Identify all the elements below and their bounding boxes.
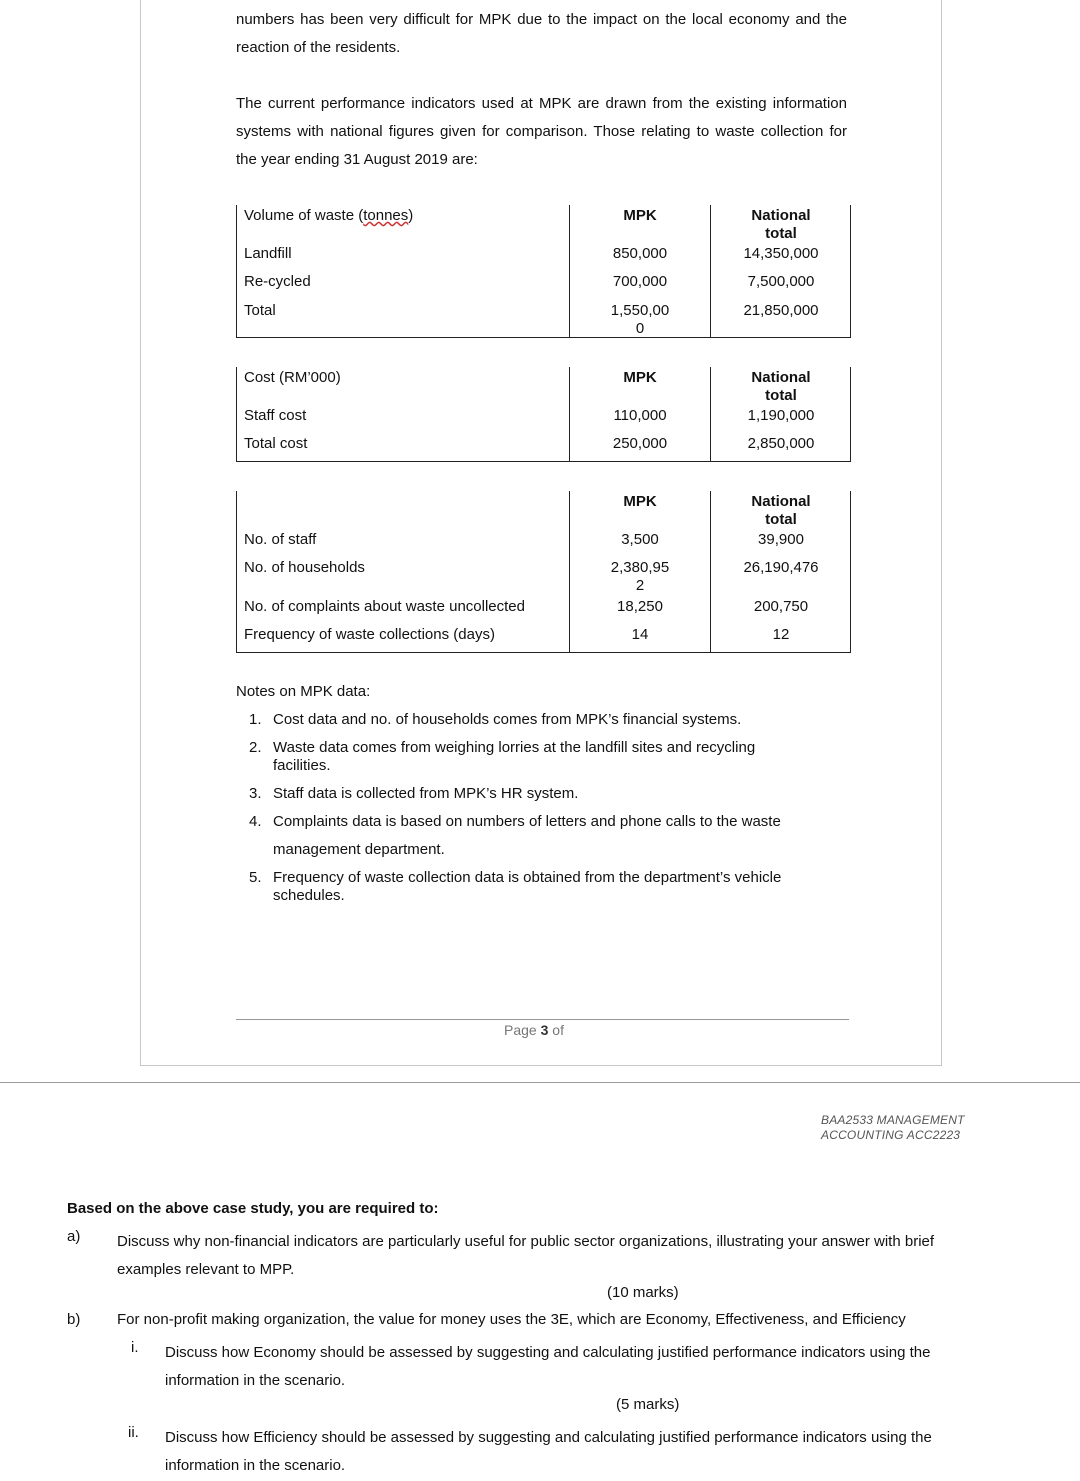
national-value: 21,850,000	[743, 302, 819, 319]
row-label: Re-cycled	[244, 273, 311, 290]
national-value: 12	[772, 626, 790, 643]
question-label: b)	[67, 1311, 81, 1328]
national-value: 26,190,476	[743, 559, 819, 576]
note-text: Staff data is collected from MPK’s HR system.	[273, 785, 579, 802]
note-number: 1.	[249, 711, 262, 728]
question-b-i-marks: (5 marks)	[616, 1396, 680, 1413]
questions-heading: Based on the above case study, you are required to:	[67, 1200, 439, 1217]
national-value: 14,350,000	[743, 245, 819, 262]
row-label: No. of complaints about waste uncollected	[244, 598, 525, 615]
row-label: No. of staff	[244, 531, 317, 548]
mpk-value: 850,000	[612, 245, 668, 262]
national-value: 2,850,000	[747, 435, 815, 452]
question-b-ii-text: Discuss how Efficiency should be assessed by suggesting and calculating justified performance indicators using the information in the scenario.	[165, 1429, 932, 1474]
col-national-header: National total	[751, 493, 811, 528]
row-label: Landfill	[244, 245, 292, 262]
mpk-value: 250,000	[612, 435, 668, 452]
national-value: 1,190,000	[747, 407, 815, 424]
page-separator	[0, 1066, 1080, 1083]
mpk-value: 2,380,95 2	[610, 559, 670, 594]
mpk-value: 18,250	[617, 598, 663, 615]
col-national-header: National total	[751, 207, 811, 242]
intro-paragraph-1: numbers has been very difficult for MPK due to the impact on the local economy and the reaction of the residents.	[236, 11, 847, 56]
row-label: Total	[244, 302, 276, 319]
intro-paragraph-2: The current performance indicators used at MPK are drawn from the existing information systems with national figures given for comparison. Those relating to waste collection for the year ending 31 August 2019 are:	[236, 95, 847, 168]
mpk-value: 1,550,00 0	[610, 302, 670, 337]
note-text: Waste data comes from weighing lorries at the landfill sites and recycling facilities.	[273, 739, 756, 774]
row-label: No. of households	[244, 559, 365, 576]
national-value: 39,900	[758, 531, 804, 548]
row-label: Staff cost	[244, 407, 307, 424]
col-mpk-header: MPK	[623, 493, 657, 510]
col-mpk-header: MPK	[623, 207, 657, 224]
national-value: 200,750	[753, 598, 809, 615]
question-b-text: For non-profit making organization, the value for money uses the 3E, which are Economy, Effectiveness, and Efficiency	[117, 1311, 906, 1328]
col-mpk-header: MPK	[623, 369, 657, 386]
row-label: Total cost	[244, 435, 308, 452]
note-text: Frequency of waste collection data is obtained from the department’s vehicle schedules.	[273, 869, 782, 904]
mpk-value: 110,000	[613, 407, 667, 424]
col-national-header: National total	[751, 369, 811, 404]
subquestion-label: i.	[131, 1339, 139, 1356]
mpk-value: 14	[631, 626, 649, 643]
note-text: Complaints data is based on numbers of letters and phone calls to the waste management department.	[273, 813, 781, 858]
note-number: 5.	[249, 869, 262, 886]
notes-title: Notes on MPK data:	[236, 683, 371, 700]
page-number: Page 3 of	[504, 1022, 564, 1038]
note-number: 2.	[249, 739, 262, 756]
note-text: Cost data and no. of households comes from MPK’s financial systems.	[273, 711, 742, 728]
note-number: 4.	[249, 813, 262, 830]
footer-rule	[236, 1019, 849, 1020]
cost-table-header: Cost (RM’000)	[244, 369, 341, 386]
question-b-i-text: Discuss how Economy should be assessed by suggesting and calculating justified performance indicators using the information in the scenario.	[165, 1344, 931, 1389]
mpk-value: 3,500	[621, 531, 659, 548]
question-a-text: Discuss why non-financial indicators are particularly useful for public sector organizations, illustrating your answer with brief examples relevant to MPP.	[117, 1233, 935, 1278]
question-a-marks: (10 marks)	[607, 1284, 679, 1301]
row-label: Frequency of waste collections (days)	[244, 626, 495, 643]
waste-table-header: Volume of waste (tonnes)	[244, 207, 414, 224]
subquestion-label: ii.	[128, 1424, 139, 1441]
note-number: 3.	[249, 785, 262, 802]
question-label: a)	[67, 1228, 81, 1245]
national-value: 7,500,000	[747, 273, 815, 290]
mpk-value: 700,000	[612, 273, 668, 290]
course-header: BAA2533 MANAGEMENT ACCOUNTING ACC2223	[821, 1113, 965, 1142]
